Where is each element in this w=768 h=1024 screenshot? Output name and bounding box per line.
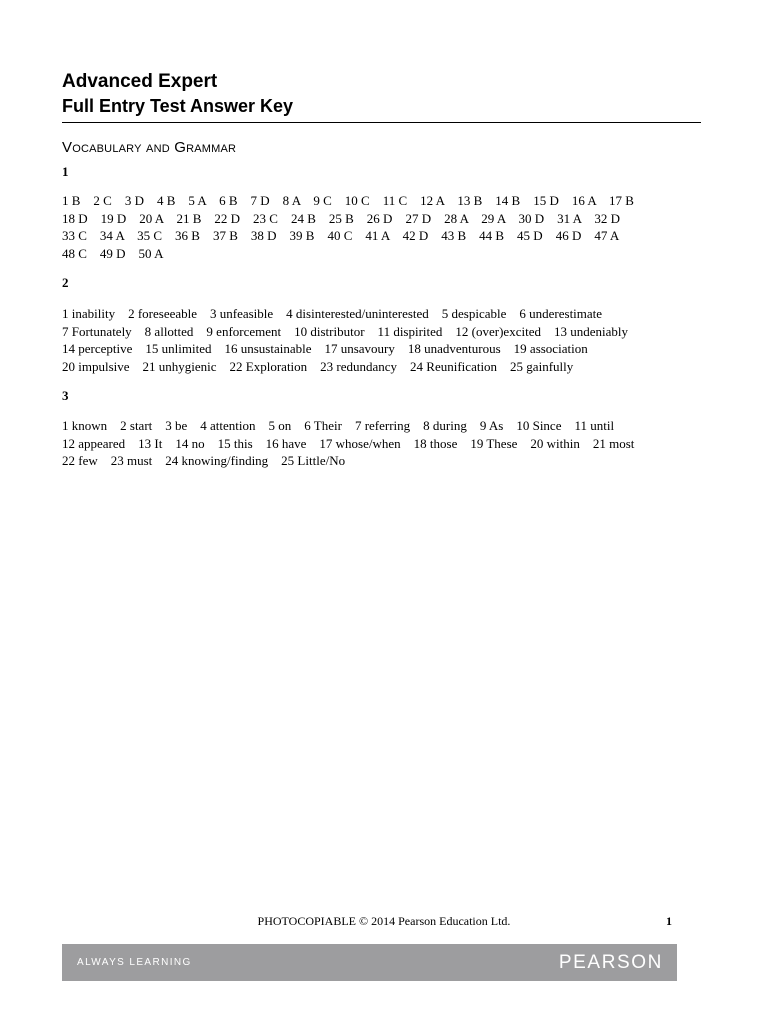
exercise-number: 2 [62,275,69,290]
answer-line: 18 D 19 D 20 A 21 B 22 D 23 C 24 B 25 B 26 D 27 D 28 A 29 A 30 D 31 A 32 D [62,210,620,226]
answer-line: 1 inability 2 foreseeable 3 unfeasible 4 disinterested/uninterested 5 despicable 6 underestimate [62,306,603,321]
exercise-number: 3 [62,388,69,403]
exercise-answers [62,305,712,376]
footer-tagline: ALWAYS LEARNING [77,957,192,968]
answer-line: 20 impulsive 21 unhygienic 22 Exploration 23 redundancy 24 Reunification 25 gainfully [62,359,574,375]
copyright-notice: PHOTOCOPIABLE © 2014 Pearson Education Ltd. [257,914,511,928]
document-title: Advanced Expert [62,71,218,92]
answer-line: 33 C 34 A 35 C 36 B 37 B 38 D 39 B 40 C 41 A 42 D 43 B 44 B 45 D 46 D 47 A [62,228,620,244]
publisher-logo: PEARSON [558,952,663,973]
answer-line: 14 perceptive 15 unlimited 16 unsustainable 17 unsavoury 18 unadventurous 19 association [62,341,588,357]
exercise-answers [62,192,712,263]
answer-line: 12 appeared 13 It 14 no 15 this 16 have 17 whose/when 18 those 19 These 20 within 21 most [62,435,635,451]
answer-line: 1 known 2 start 3 be 4 attention 5 on 6 Their 7 referring 8 during 9 As 10 Since 11 until [62,418,615,433]
page-number: 1 [666,914,672,928]
header-divider [62,122,701,123]
exercise-number: 1 [62,164,69,179]
document-header [62,70,701,118]
exercise-answers [62,417,712,470]
answer-line: 7 Fortunately 8 allotted 9 enforcement 10 distributor 11 dispirited 12 (over)excited 13 undeniably [62,323,628,339]
section-heading: Vocabulary and Grammar [62,139,237,156]
answer-line: 22 few 23 must 24 knowing/finding 25 Little/No [62,453,346,469]
answer-line: 1 B 2 C 3 D 4 B 5 A 6 B 7 D 8 A 9 C 10 C 11 C 12 A 13 B 14 B 15 D 16 A 17 B [62,193,634,208]
footer-banner [62,944,677,981]
document-subtitle: Full Entry Test Answer Key [62,96,294,116]
answer-line: 48 C 49 D 50 A [62,246,164,262]
